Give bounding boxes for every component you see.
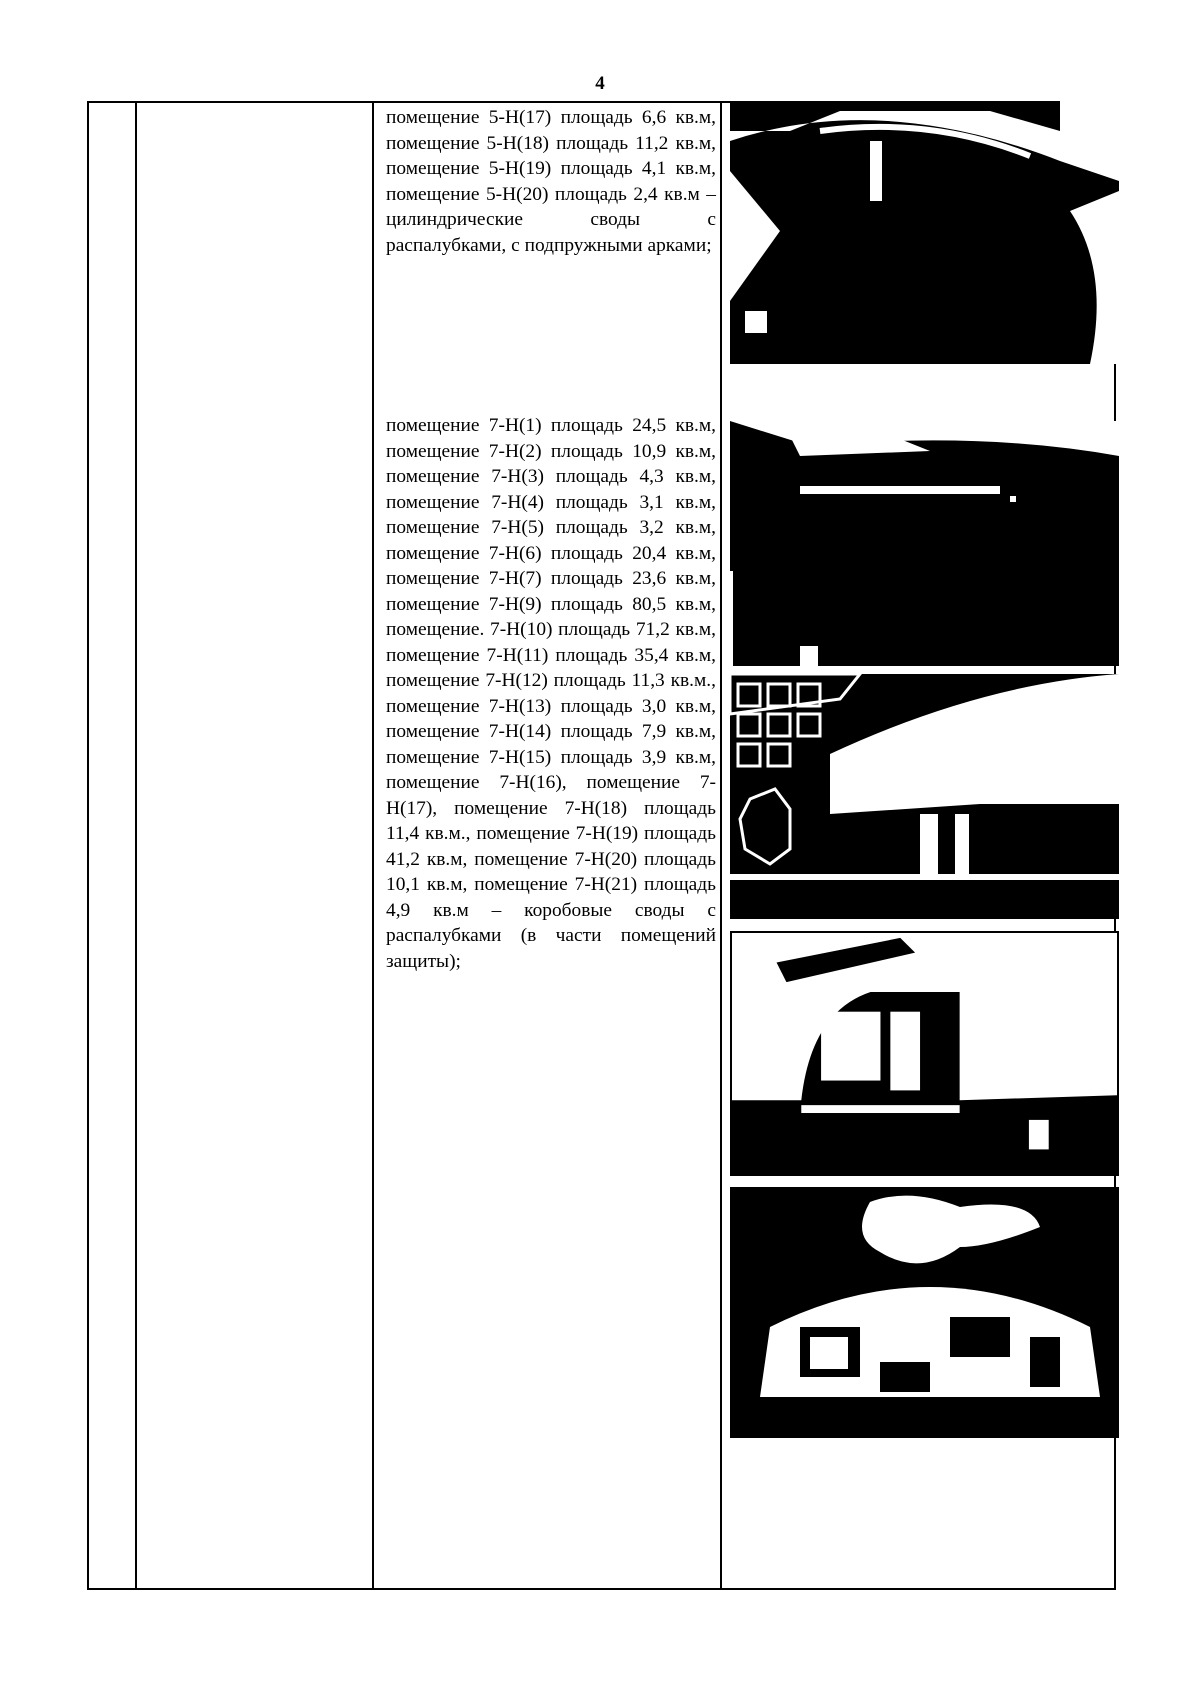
ceiling-lattice-photo [730,674,1119,919]
vaulted-ceiling-photo [730,101,1119,364]
row-description: помещение 7-Н(1) площадь 24,5 кв.м, помещение 7-Н(2) площадь 10,9 кв.м, помещение 7-Н(3) площадь 4,3 кв.м, помещение 7-Н(4) площадь 3,1 кв.м, помещение 7-Н(5) площадь 3,2 кв.м, помещение 7-Н(6) площадь 20,4 кв.м, помещение 7-Н(7) площадь 23,6 кв.м, помещение 7-Н(9) площадь 80,5 кв.м, помещение. 7-Н(10) площадь 71,2 кв.м, помещение 7-Н(11) площадь 35,4 кв.м, помещение 7-Н(12) площадь 11,3 кв.м., помещение 7-Н(13) площадь 3,0 кв.м, помещение 7-Н(14) площадь 7,9 кв.м, помещение 7-Н(15) площадь 3,9 кв.м, помещение 7-Н(16), помещение 7-Н(17), помещение 7-Н(18) площадь 11,4 кв.м., помещение 7-Н(19) площадь 41,2 кв.м, помещение 7-Н(20) площадь 10,1 кв.м, помещение 7-Н(21) площадь 4,9 кв.м – коробовые своды с распалубками (в части помещений защиты); [386,415,716,972]
vaulted-room-photo [730,931,1119,1176]
column-divider [135,103,137,1588]
vaulted-room-photo [730,1187,1119,1438]
column-divider [372,103,374,1588]
inspection-table [87,101,1116,1590]
page-number: 4 [595,73,605,94]
row-description: помещение 5-Н(17) площадь 6,6 кв.м, помещение 5-Н(18) площадь 11,2 кв.м, помещение 5-Н(19) площадь 4,1 кв.м, помещение 5-Н(20) площадь 2,4 кв.м – цилиндрические своды с распалубками, с подпружными арками; [386,107,716,256]
vaulted-ceiling-photo [730,421,1119,666]
column-divider [720,103,722,1588]
